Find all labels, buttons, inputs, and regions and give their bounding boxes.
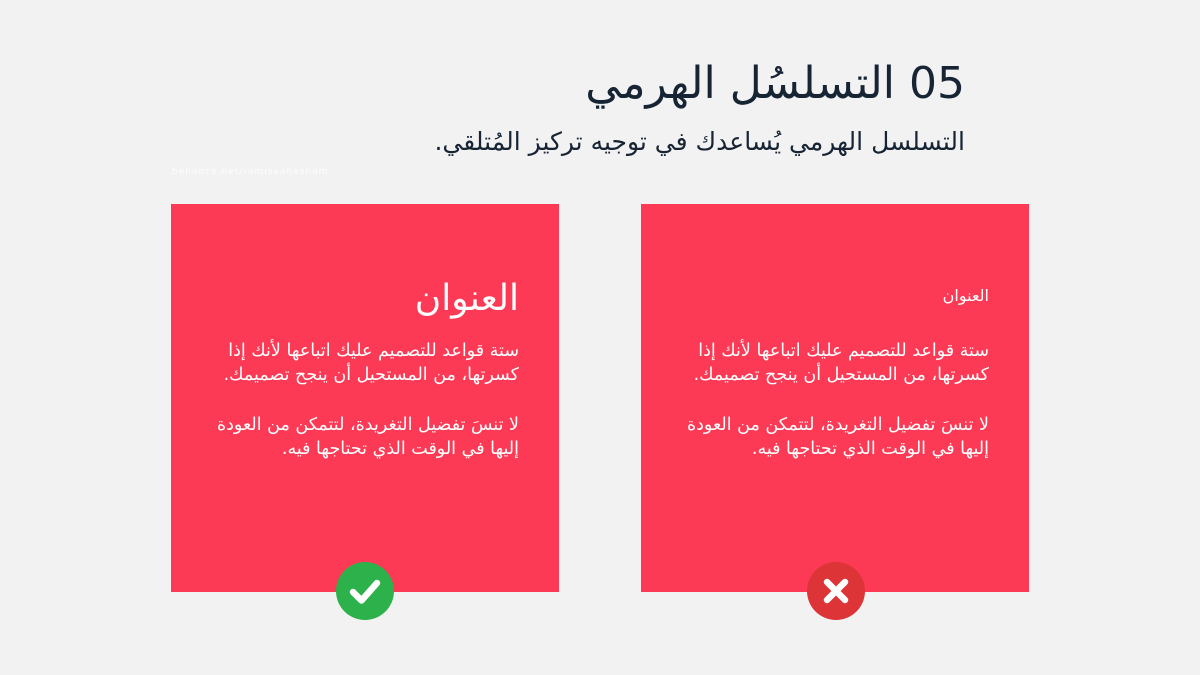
page-title: 05 التسلسُل الهرمي bbox=[585, 58, 965, 109]
check-icon-glyph bbox=[336, 562, 394, 620]
x-icon-glyph bbox=[807, 562, 865, 620]
check-icon bbox=[336, 562, 394, 620]
card-title: العنوان bbox=[942, 286, 989, 305]
card-paragraph: لا تنسَ تفضيل التغريدة، لتتمكن من العودة إليها في الوقت الذي تحتاجها فيه. bbox=[216, 415, 519, 459]
good-example-card bbox=[171, 204, 559, 592]
card-title: العنوان bbox=[414, 278, 519, 319]
page-subtitle: التسلسل الهرمي يُساعدك في توجيه تركيز المُتلقي. bbox=[434, 127, 965, 156]
watermark: behance.net/ramisaahesham bbox=[172, 167, 329, 177]
card-paragraph: ستة قواعد للتصميم عليك اتباعها لأنك إذا كسرتها، من المستحيل أن ينجح تصميمك. bbox=[693, 341, 989, 385]
card-paragraph: لا تنسَ تفضيل التغريدة، لتتمكن من العودة إليها في الوقت الذي تحتاجها فيه. bbox=[686, 415, 989, 459]
card-paragraph: ستة قواعد للتصميم عليك اتباعها لأنك إذا كسرتها، من المستحيل أن ينجح تصميمك. bbox=[223, 341, 519, 385]
card-body bbox=[207, 339, 519, 487]
bad-example-card bbox=[641, 204, 1029, 592]
x-icon bbox=[807, 562, 865, 620]
card-body bbox=[677, 339, 989, 487]
